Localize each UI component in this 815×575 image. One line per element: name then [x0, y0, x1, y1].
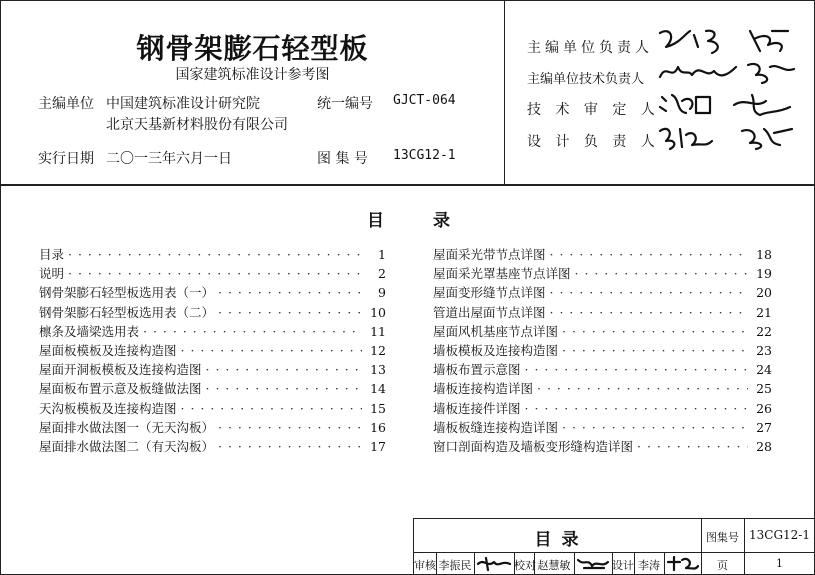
toc-leader: [68, 247, 362, 262]
toc-entry-page: 21: [756, 304, 772, 320]
toc-entry-title: 屋面采光罩基座节点详图: [433, 266, 571, 282]
signature-reviewer: [656, 89, 806, 119]
toc-leader: [181, 343, 362, 358]
toc-entry-title: 屋面采光带节点详图: [433, 247, 546, 262]
unified-no-label: 统一编号: [317, 96, 373, 112]
toc-entry-page: 15: [370, 400, 386, 416]
toc-entry[interactable]: [39, 264, 386, 283]
toc-entry[interactable]: [39, 437, 386, 456]
effective-date: 二〇一三年六月一日: [106, 151, 232, 167]
toc-entry[interactable]: [433, 418, 772, 437]
toc-leader: [525, 362, 748, 377]
toc-entry[interactable]: [433, 379, 772, 398]
toc-entry-title: 管道出屋面节点详图: [433, 304, 546, 320]
atlas-no: 13CG12-1: [393, 148, 456, 163]
toc-entry-title: 目录: [39, 247, 65, 262]
editor-org-1: 中国建筑标准设计研究院: [106, 96, 260, 112]
toc-leader: [206, 362, 362, 377]
header-divider: [504, 1, 505, 184]
sheet-header: [1, 1, 814, 186]
toc-entry-title: 屋面风机基座节点详图: [433, 323, 559, 339]
review-label: 审核: [414, 559, 436, 572]
signature-editor-head: [656, 25, 806, 55]
editor-label: 主编单位: [38, 96, 94, 112]
atlas-no-label: 图集号: [706, 531, 739, 544]
toc-entry-page: 12: [370, 342, 386, 358]
atlas-title: 钢骨架膨石轻型板: [136, 32, 369, 65]
toc-leader: [537, 381, 748, 396]
page-number: 1: [776, 557, 783, 570]
check-label: 校对: [514, 559, 536, 572]
toc-entry[interactable]: [39, 379, 386, 398]
unified-no: GJCT-064: [393, 93, 456, 108]
toc-entry[interactable]: [39, 303, 386, 322]
toc-entry-page: 23: [756, 342, 772, 358]
toc-leader: [218, 305, 362, 320]
sheet-title: 目 录: [534, 530, 581, 550]
page-label: 页: [717, 559, 728, 572]
toc-entry-title: 屋面板模板及连接构造图: [39, 342, 177, 358]
toc-entry-title: 墙板连接件详图: [433, 400, 521, 416]
toc-leader: [218, 439, 362, 454]
review-name: 李振民: [438, 559, 472, 572]
title-block-rule: [664, 552, 665, 575]
toc-entry-page: 13: [370, 362, 386, 378]
toc-entry-title: 屋面排水做法图一（无天沟板）: [39, 419, 215, 435]
check-name: 赵慧敏: [537, 559, 571, 572]
toc-entry-page: 1: [378, 247, 386, 262]
toc-entry-title: 墙板模板及连接构造图: [433, 342, 559, 358]
toc-entry[interactable]: [39, 418, 386, 437]
toc-leader: [525, 401, 748, 416]
toc-entry-page: 17: [370, 438, 386, 454]
toc-entry-page: 24: [756, 362, 772, 378]
toc-entry-page: 25: [756, 381, 772, 397]
toc-entry[interactable]: [433, 399, 772, 418]
tech-head-label: 主编单位技术负责人: [527, 72, 645, 87]
toc-entry[interactable]: [433, 264, 772, 283]
toc-entry[interactable]: [39, 322, 386, 341]
toc-entry-title: 墙板连接构造详图: [433, 381, 534, 397]
toc-leader: [181, 401, 362, 416]
toc-entry-title: 屋面变形缝节点详图: [433, 285, 546, 301]
toc-leader: [206, 381, 362, 396]
toc-leader: [562, 343, 748, 358]
toc-entry[interactable]: [433, 245, 772, 264]
toc-leader: [550, 305, 748, 320]
toc-entry-page: 26: [756, 400, 772, 416]
toc-entry-title: 屋面开洞板模板及连接构造图: [39, 362, 202, 378]
designer-label: 设 计 负 责 人: [527, 134, 660, 150]
toc-entry[interactable]: [39, 245, 386, 264]
toc-leader: [637, 439, 748, 454]
toc-entry[interactable]: [433, 360, 772, 379]
toc-leader: [143, 324, 362, 339]
toc-heading-char-1: 目: [367, 211, 384, 231]
toc-entry-page: 20: [756, 285, 772, 301]
toc-entry-page: 27: [756, 419, 772, 435]
atlas-no-value: 13CG12-1: [749, 528, 810, 542]
toc-entry-title: 钢骨架膨石轻型板选用表（一）: [39, 285, 215, 301]
signature-designer: [656, 121, 806, 153]
toc-entry[interactable]: [39, 360, 386, 379]
signature-tech-head: [656, 57, 806, 87]
toc-leader: [562, 420, 748, 435]
toc-entry-title: 屋面排水做法图二（有天沟板）: [39, 438, 215, 454]
toc-entry[interactable]: [433, 322, 772, 341]
toc-leader: [218, 285, 362, 300]
toc-entry-page: 19: [756, 266, 772, 282]
toc-entry[interactable]: [39, 341, 386, 360]
toc-entry-page: 2: [378, 266, 386, 282]
toc-entry-title: 天沟板模板及连接构造图: [39, 400, 177, 416]
toc-entry-page: 9: [378, 285, 386, 301]
toc-entry-page: 11: [370, 323, 386, 339]
title-block-rule: [474, 552, 475, 575]
atlas-subtitle: 国家建筑标准设计参考图: [175, 67, 330, 83]
toc-heading-char-2: 录: [433, 211, 450, 231]
toc-leader: [68, 266, 362, 281]
toc-entry-page: 14: [370, 381, 386, 397]
reviewer-label: 技 术 审 定 人: [527, 102, 660, 118]
toc-right-column: [433, 245, 772, 456]
editor-org-2: 北京天基新材料股份有限公司: [106, 117, 288, 133]
signature-check: [576, 554, 610, 572]
toc-entry-title: 屋面板布置示意及板缝做法图: [39, 381, 202, 397]
toc-leader: [550, 285, 748, 300]
toc-leader: [575, 266, 748, 281]
toc-leader: [218, 420, 362, 435]
toc-entry-title: 窗口剖面构造及墙板变形缝构造详图: [433, 438, 634, 454]
title-block-rule: [574, 552, 575, 575]
toc-entry-title: 檩条及墙梁选用表: [39, 323, 140, 339]
toc-entry[interactable]: [39, 283, 386, 302]
toc-entry-page: 18: [756, 247, 772, 262]
toc-left-column: [39, 245, 386, 456]
toc-entry[interactable]: [433, 283, 772, 302]
toc-leader: [550, 247, 748, 262]
toc-entry-page: 10: [370, 304, 386, 320]
toc-entry[interactable]: [433, 437, 772, 456]
toc-entry[interactable]: [39, 399, 386, 418]
signature-design: [666, 554, 700, 572]
editor-head-label: 主编单位负责人: [527, 40, 653, 56]
design-label: 设计: [612, 559, 634, 572]
signature-review: [476, 554, 512, 572]
toc-entry-title: 钢骨架膨石轻型板选用表（二）: [39, 304, 215, 320]
toc-entry-title: 说明: [39, 266, 65, 282]
atlas-no-label: 图 集 号: [317, 151, 368, 167]
toc-entry-page: 28: [756, 438, 772, 454]
toc-entry[interactable]: [433, 341, 772, 360]
toc-entry[interactable]: [433, 303, 772, 322]
toc-entry-page: 16: [370, 419, 386, 435]
toc-entry-title: 墙板布置示意图: [433, 362, 521, 378]
toc-entry-title: 墙板板缝连接构造详图: [433, 419, 559, 435]
title-block: [413, 518, 815, 575]
date-label: 实行日期: [38, 151, 94, 167]
toc-entry-page: 22: [756, 323, 772, 339]
toc-leader: [562, 324, 748, 339]
design-name: 李涛: [638, 559, 660, 572]
